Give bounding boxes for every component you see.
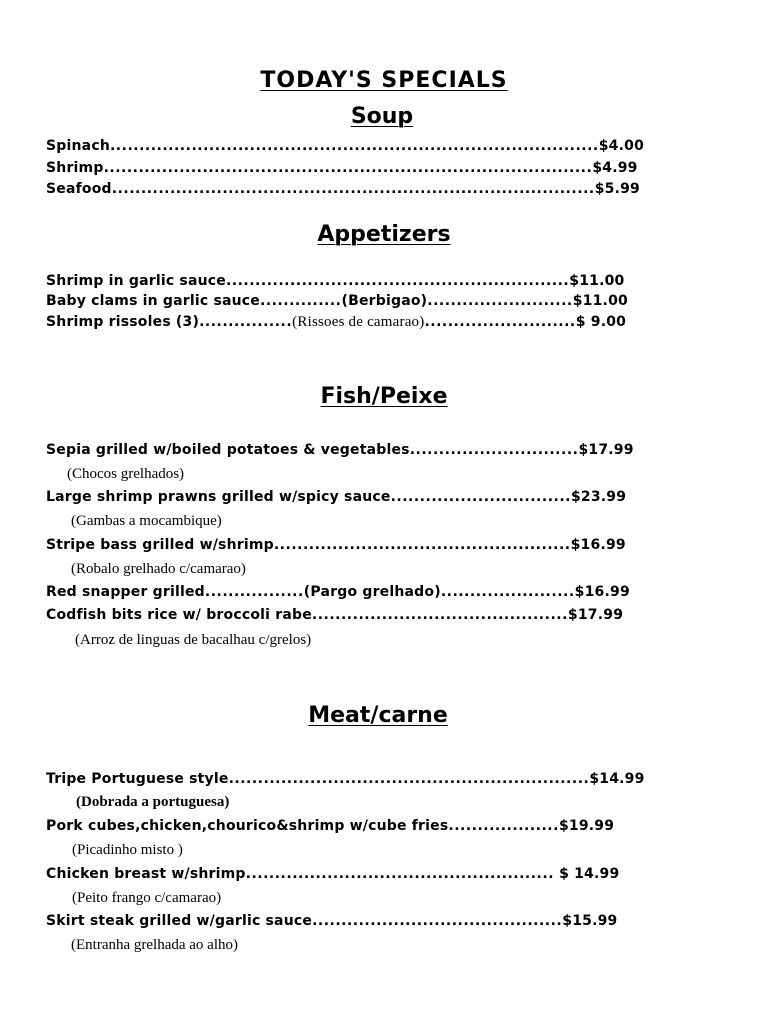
menu-item-baby-clams: [46, 293, 628, 309]
item-translation: (Entranha grelhada ao alho): [71, 937, 238, 953]
item-translation: (Dobrada a portuguesa): [76, 794, 230, 810]
item-translation: (Gambas a mocambique): [71, 513, 222, 529]
menu-item-sepia: [46, 442, 634, 458]
item-name: Red snapper grilled: [46, 584, 205, 600]
item-name: Baby clams in garlic sauce: [46, 293, 261, 309]
leader-dots: .............................: [409, 442, 579, 458]
item-price: $17.99: [578, 442, 634, 458]
item-alt-name: (Berbigao): [341, 293, 428, 309]
leader-dots: .................: [204, 584, 304, 600]
item-price: $ 14.99: [554, 866, 620, 882]
item-name: Shrimp: [46, 160, 104, 176]
item-alt-name: (Pargo grelhado): [303, 584, 441, 600]
item-price: $11.00: [572, 293, 628, 309]
menu-item-stripe-bass: [46, 537, 626, 553]
leader-dots: ...................................................: [273, 537, 571, 553]
item-name: Pork cubes,chicken,chourico&shrimp w/cube fries: [46, 818, 449, 834]
item-price: $16.99: [574, 584, 630, 600]
item-translation: (Peito frango c/camarao): [72, 890, 222, 906]
leader-dots: ............................................: [311, 607, 568, 623]
leader-dots: ...................................................................................: [111, 181, 595, 197]
item-name: Skirt steak grilled w/garlic sauce: [46, 913, 313, 929]
item-alt-name: (Rissoes de camarao): [292, 314, 425, 330]
item-name: Stripe bass grilled w/shrimp: [46, 537, 274, 553]
item-name: Sepia grilled w/boiled potatoes & vegetables: [46, 442, 410, 458]
leader-dots: ...............................: [390, 489, 571, 505]
item-name: Seafood: [46, 181, 112, 197]
item-price: $11.00: [569, 273, 625, 289]
item-name: Codfish bits rice w/ broccoli rabe: [46, 607, 312, 623]
menu-item-pork-cubes: [46, 818, 614, 834]
menu-item-chicken-breast: [46, 866, 619, 882]
menu-item-shrimp-rissoles: [46, 314, 626, 331]
leader-dots: ...........................................................: [225, 273, 570, 289]
item-translation: (Picadinho misto ): [72, 842, 183, 858]
section-heading-meat: Meat/carne: [308, 703, 448, 728]
item-name: Shrimp rissoles (3): [46, 314, 200, 330]
item-price: $16.99: [570, 537, 626, 553]
leader-dots: .........................: [427, 293, 573, 309]
menu-item-skirt-steak: [46, 913, 618, 929]
menu-item-shrimp: [46, 160, 638, 176]
menu-item-large-shrimp-prawns: [46, 489, 626, 505]
leader-dots: .....................................................: [245, 866, 555, 882]
menu-item-tripe: [46, 771, 645, 787]
item-translation: (Chocos grelhados): [67, 466, 185, 482]
item-name: Spinach: [46, 138, 110, 154]
section-heading-fish: Fish/Peixe: [320, 384, 448, 409]
section-heading-appetizers: Appetizers: [317, 222, 451, 247]
leader-dots: ..............................................................: [228, 771, 590, 787]
menu-item-spinach: [46, 138, 644, 154]
leader-dots: ...................: [448, 818, 559, 834]
leader-dots: ..........................: [424, 314, 576, 330]
leader-dots: ...........................................: [312, 913, 563, 929]
menu-item-red-snapper: [46, 584, 630, 600]
item-price: $14.99: [589, 771, 645, 787]
item-price: $4.00: [598, 138, 645, 154]
item-name: Shrimp in garlic sauce: [46, 273, 226, 289]
leader-dots: .......................: [440, 584, 575, 600]
item-price: $ 9.00: [575, 314, 627, 330]
leader-dots: ....................................................................................: [103, 160, 593, 176]
item-name: Tripe Portuguese style: [46, 771, 229, 787]
item-price: $4.99: [592, 160, 638, 176]
leader-dots: ................: [199, 314, 293, 330]
menu-item-shrimp-garlic-sauce: [46, 273, 625, 289]
item-price: $15.99: [562, 913, 618, 929]
item-translation: (Robalo grelhado c/camarao): [71, 561, 246, 577]
item-name: Chicken breast w/shrimp: [46, 866, 246, 882]
item-name: Large shrimp prawns grilled w/spicy sauce: [46, 489, 391, 505]
page-title: TODAY'S SPECIALS: [260, 68, 508, 93]
item-translation: (Arroz de linguas de bacalhau c/grelos): [75, 632, 312, 648]
section-heading-soup: Soup: [350, 104, 414, 129]
menu-item-seafood: [46, 181, 640, 197]
item-price: $19.99: [558, 818, 615, 834]
item-price: $23.99: [570, 489, 627, 505]
leader-dots: ..............: [260, 293, 342, 309]
menu-item-codfish-bits: [46, 607, 623, 623]
item-price: $5.99: [594, 181, 641, 197]
leader-dots: ....................................................................................: [109, 138, 599, 154]
item-price: $17.99: [567, 607, 624, 623]
